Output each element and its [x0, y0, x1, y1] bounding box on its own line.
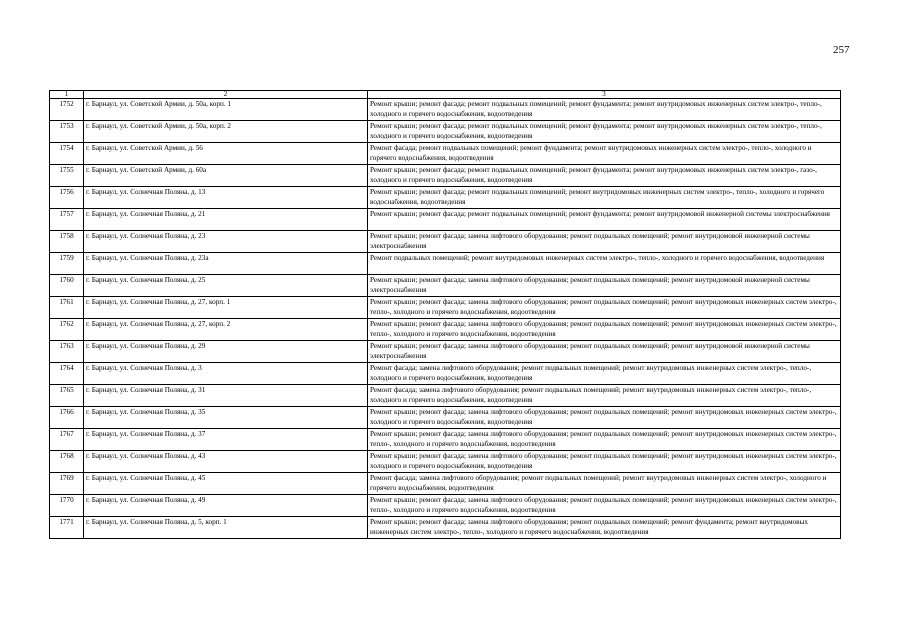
- row-number: 1757: [50, 209, 84, 231]
- table-row: [50, 99, 841, 121]
- column-number: 3: [368, 91, 841, 99]
- works-cell: Ремонт крыши; ремонт фасада; ремонт подвальных помещений; ремонт фундамента; ремонт внутридомовых инженерных систем электро-, газо-, холодного и горячего водоснабжения, водоотведения: [368, 165, 841, 187]
- row-number: 1760: [50, 275, 84, 297]
- row-number: 1752: [50, 99, 84, 121]
- row-number: 1759: [50, 253, 84, 275]
- address-cell: г. Барнаул, ул. Советской Армии, д. 50а, корп. 2: [84, 121, 368, 143]
- table-row: [50, 473, 841, 495]
- works-cell: Ремонт крыши; ремонт фасада; ремонт подвальных помещений; ремонт фундамента; ремонт внутридомовых инженерных систем электро-, тепло-, холодного и горячего водоснабжения, водоотведения: [368, 121, 841, 143]
- row-number: 1763: [50, 341, 84, 363]
- table-row: [50, 143, 841, 165]
- works-cell: Ремонт крыши; ремонт фасада; замена лифтового оборудования; ремонт подвальных помещений; ремонт внутридомовой инженерной системы электроснабжения: [368, 231, 841, 253]
- address-cell: г. Барнаул, ул. Солнечная Поляна, д. 23: [84, 231, 368, 253]
- table-row: [50, 253, 841, 275]
- works-cell: Ремонт фасада; замена лифтового оборудования; ремонт подвальных помещений; ремонт внутридомовых инженерных систем электро-, холодного и горячего водоснабжения, водоотведения: [368, 473, 841, 495]
- table-row: [50, 209, 841, 231]
- row-number: 1761: [50, 297, 84, 319]
- row-number: 1766: [50, 407, 84, 429]
- address-cell: г. Барнаул, ул. Солнечная Поляна, д. 43: [84, 451, 368, 473]
- table-row: [50, 517, 841, 539]
- works-cell: Ремонт крыши; ремонт фасада; замена лифтового оборудования; ремонт подвальных помещений; ремонт внутридомовых инженерных систем электро-, тепло-, холодного и горячего водоснабжения, водоотведения: [368, 319, 841, 341]
- row-number: 1770: [50, 495, 84, 517]
- table-row: [50, 121, 841, 143]
- works-cell: Ремонт фасада; замена лифтового оборудования; ремонт подвальных помещений; ремонт внутридомовых инженерных систем электро-, тепло-, холодного и горячего водоснабжения, водоотведения: [368, 363, 841, 385]
- row-number: 1771: [50, 517, 84, 539]
- address-cell: г. Барнаул, ул. Солнечная Поляна, д. 3: [84, 363, 368, 385]
- works-cell: Ремонт крыши; ремонт фасада; ремонт подвальных помещений; ремонт фундамента; ремонт внутридомовых инженерных систем электро-, тепло-, холодного и горячего водоснабжения, водоотведения: [368, 99, 841, 121]
- address-cell: г. Барнаул, ул. Солнечная Поляна, д. 25: [84, 275, 368, 297]
- column-number: 2: [84, 91, 368, 99]
- row-number: 1768: [50, 451, 84, 473]
- address-cell: г. Барнаул, ул. Солнечная Поляна, д. 21: [84, 209, 368, 231]
- works-cell: Ремонт крыши; ремонт фасада; замена лифтового оборудования; ремонт подвальных помещений; ремонт внутридомовой инженерной системы электроснабжения: [368, 341, 841, 363]
- row-number: 1764: [50, 363, 84, 385]
- table-row: [50, 297, 841, 319]
- table-row: [50, 187, 841, 209]
- row-number: 1753: [50, 121, 84, 143]
- address-cell: г. Барнаул, ул. Солнечная Поляна, д. 45: [84, 473, 368, 495]
- works-cell: Ремонт крыши; ремонт фасада; замена лифтового оборудования; ремонт подвальных помещений; ремонт фундамента; ремонт внутридомовых инженерных систем электро-, тепло-, холодного и горячего водоснабжения, водоотведения: [368, 517, 841, 539]
- table-row: [50, 319, 841, 341]
- works-cell: Ремонт подвальных помещений; ремонт внутридомовых инженерных систем электро-, тепло-, холодного и горячего водоснабжения, водоотведения: [368, 253, 841, 275]
- works-cell: Ремонт крыши; ремонт фасада; замена лифтового оборудования; ремонт подвальных помещений; ремонт внутридомовых инженерных систем электро-, тепло-, холодного и горячего водоснабжения, водоотведения: [368, 297, 841, 319]
- address-cell: г. Барнаул, ул. Солнечная Поляна, д. 31: [84, 385, 368, 407]
- address-cell: г. Барнаул, ул. Советской Армии, д. 56: [84, 143, 368, 165]
- table-row: [50, 385, 841, 407]
- address-cell: г. Барнаул, ул. Солнечная Поляна, д. 5, корп. 1: [84, 517, 368, 539]
- table-row: [50, 363, 841, 385]
- row-number: 1758: [50, 231, 84, 253]
- works-cell: Ремонт крыши; ремонт фасада; ремонт подвальных помещений; ремонт фундамента; ремонт внутридомовой инженерной системы электроснабжения: [368, 209, 841, 231]
- works-cell: Ремонт крыши; ремонт фасада; ремонт подвальных помещений; ремонт внутридомовых инженерных систем электро-, тепло-, холодного и горячего водоснабжения, водоотведения: [368, 187, 841, 209]
- address-cell: г. Барнаул, ул. Советской Армии, д. 50а, корп. 1: [84, 99, 368, 121]
- address-cell: г. Барнаул, ул. Солнечная Поляна, д. 49: [84, 495, 368, 517]
- address-cell: г. Барнаул, ул. Солнечная Поляна, д. 13: [84, 187, 368, 209]
- works-cell: Ремонт фасада; ремонт подвальных помещений; ремонт фундамента; ремонт внутридомовых инженерных систем электро-, тепло-, холодного и горячего водоснабжения, водоотведения: [368, 143, 841, 165]
- works-table: [49, 90, 841, 539]
- column-number-row: [50, 91, 841, 99]
- address-cell: г. Барнаул, ул. Солнечная Поляна, д. 37: [84, 429, 368, 451]
- row-number: 1756: [50, 187, 84, 209]
- row-number: 1769: [50, 473, 84, 495]
- address-cell: г. Барнаул, ул. Солнечная Поляна, д. 35: [84, 407, 368, 429]
- works-cell: Ремонт крыши; ремонт фасада; замена лифтового оборудования; ремонт подвальных помещений; ремонт внутридомовых инженерных систем электро-, холодного и горячего водоснабжения, водоотведения: [368, 451, 841, 473]
- row-number: 1755: [50, 165, 84, 187]
- table-row: [50, 451, 841, 473]
- address-cell: г. Барнаул, ул. Солнечная Поляна, д. 23а: [84, 253, 368, 275]
- address-cell: г. Барнаул, ул. Солнечная Поляна, д. 27, корп. 1: [84, 297, 368, 319]
- table-row: [50, 429, 841, 451]
- table-row: [50, 275, 841, 297]
- table-row: [50, 231, 841, 253]
- table-row: [50, 165, 841, 187]
- works-cell: Ремонт крыши; ремонт фасада; замена лифтового оборудования; ремонт подвальных помещений; ремонт внутридомовых инженерных систем электро-, тепло-, холодного и горячего водоснабжения, водоотведения: [368, 495, 841, 517]
- table-row: [50, 407, 841, 429]
- works-cell: Ремонт крыши; ремонт фасада; замена лифтового оборудования; ремонт подвальных помещений; ремонт внутридомовых инженерных систем электро-, холодного и горячего водоснабжения, водоотведения: [368, 407, 841, 429]
- row-number: 1765: [50, 385, 84, 407]
- row-number: 1754: [50, 143, 84, 165]
- address-cell: г. Барнаул, ул. Советской Армии, д. 60а: [84, 165, 368, 187]
- table-row: [50, 495, 841, 517]
- column-number: 1: [50, 91, 84, 99]
- works-cell: Ремонт крыши; ремонт фасада; замена лифтового оборудования; ремонт подвальных помещений; ремонт внутридомовых инженерных систем электро-, тепло-, холодного и горячего водоснабжения, водоотведения: [368, 429, 841, 451]
- address-cell: г. Барнаул, ул. Солнечная Поляна, д. 29: [84, 341, 368, 363]
- works-cell: Ремонт фасада; замена лифтового оборудования; ремонт подвальных помещений; ремонт внутридомовых инженерных систем электро-, тепло-, холодного и горячего водоснабжения, водоотведения: [368, 385, 841, 407]
- works-cell: Ремонт крыши; ремонт фасада; замена лифтового оборудования; ремонт подвальных помещений; ремонт внутридомовой инженерной системы электроснабжения: [368, 275, 841, 297]
- page-number: 257: [833, 44, 850, 56]
- row-number: 1762: [50, 319, 84, 341]
- table-row: [50, 341, 841, 363]
- address-cell: г. Барнаул, ул. Солнечная Поляна, д. 27, корп. 2: [84, 319, 368, 341]
- table-body: [50, 91, 841, 539]
- row-number: 1767: [50, 429, 84, 451]
